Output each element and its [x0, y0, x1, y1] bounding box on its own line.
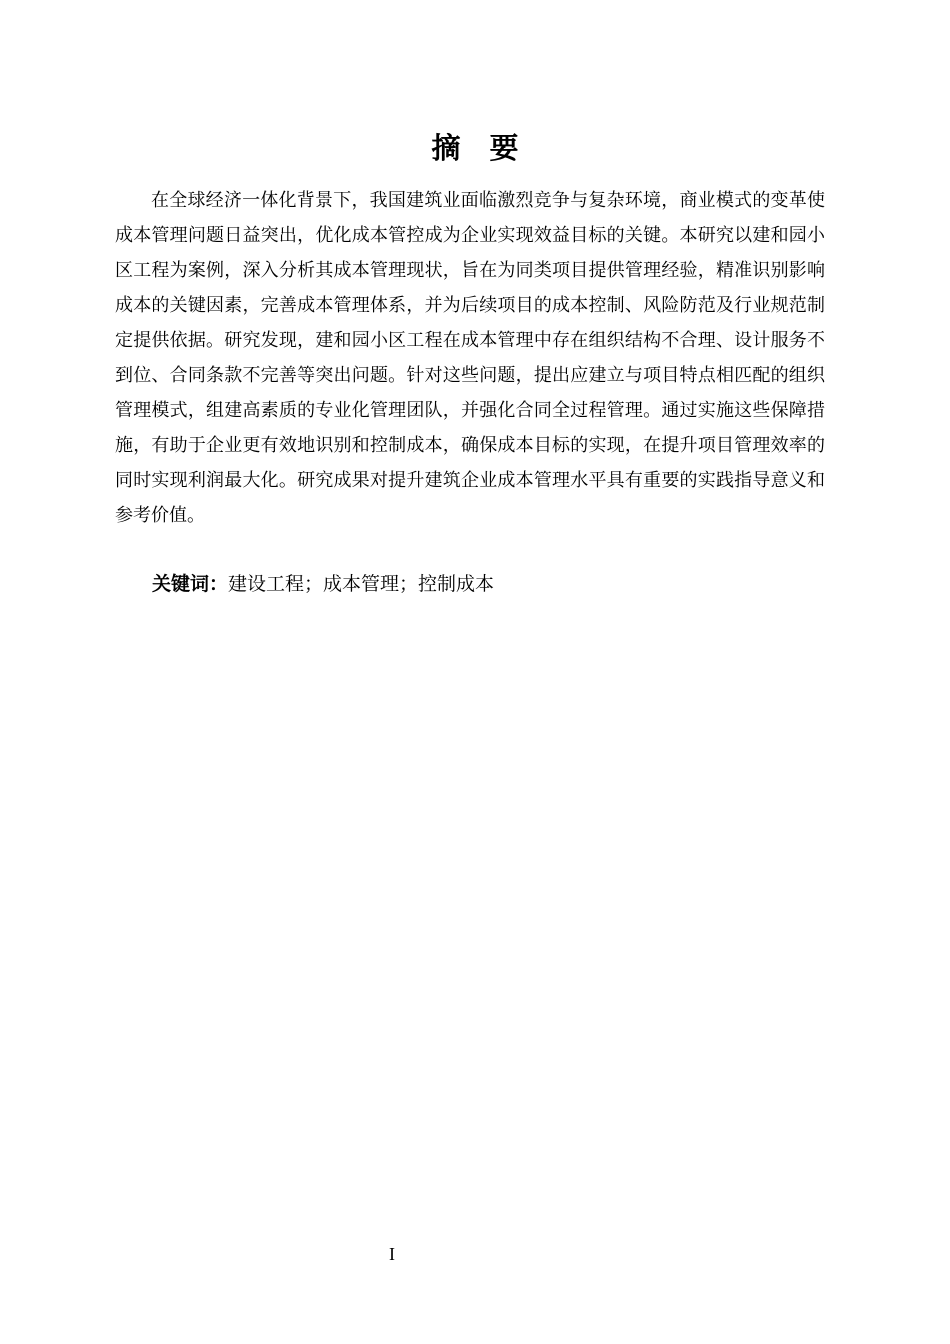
abstract-body: 在全球经济一体化背景下，我国建筑业面临激烈竞争与复杂环境，商业模式的变革使成本管理问题日益突出，优化成本管控成为企业实现效益目标的关键。本研究以建和园小区工程为案例，深入分析其成本管理现状，旨在为同类项目提供管理经验，精准识别影响成本的关键因素，完善成本管理体系，并为后续项目的成本控制、风险防范及行业规范制定提供依据。研究发现，建和园小区工程在成本管理中存在组织结构不合理、设计服务不到位、合同条款不完善等突出问题。针对这些问题，提出应建立与项目特点相匹配的组织管理模式，组建高素质的专业化管理团队，并强化合同全过程管理。通过实施这些保障措施，有助于企业更有效地识别和控制成本，确保成本目标的实现，在提升项目管理效率的同时实现利润最大化。研究成果对提升建筑企业成本管理水平具有重要的实践指导意义和参考价值。: [115, 190, 825, 526]
keywords-label: 关键词：: [152, 573, 229, 595]
page-number: I: [389, 1244, 395, 1264]
keywords-line: [152, 566, 832, 602]
abstract-title: 摘 要: [431, 131, 519, 165]
keywords-list: 建设工程；成本管理；控制成本: [228, 573, 495, 595]
